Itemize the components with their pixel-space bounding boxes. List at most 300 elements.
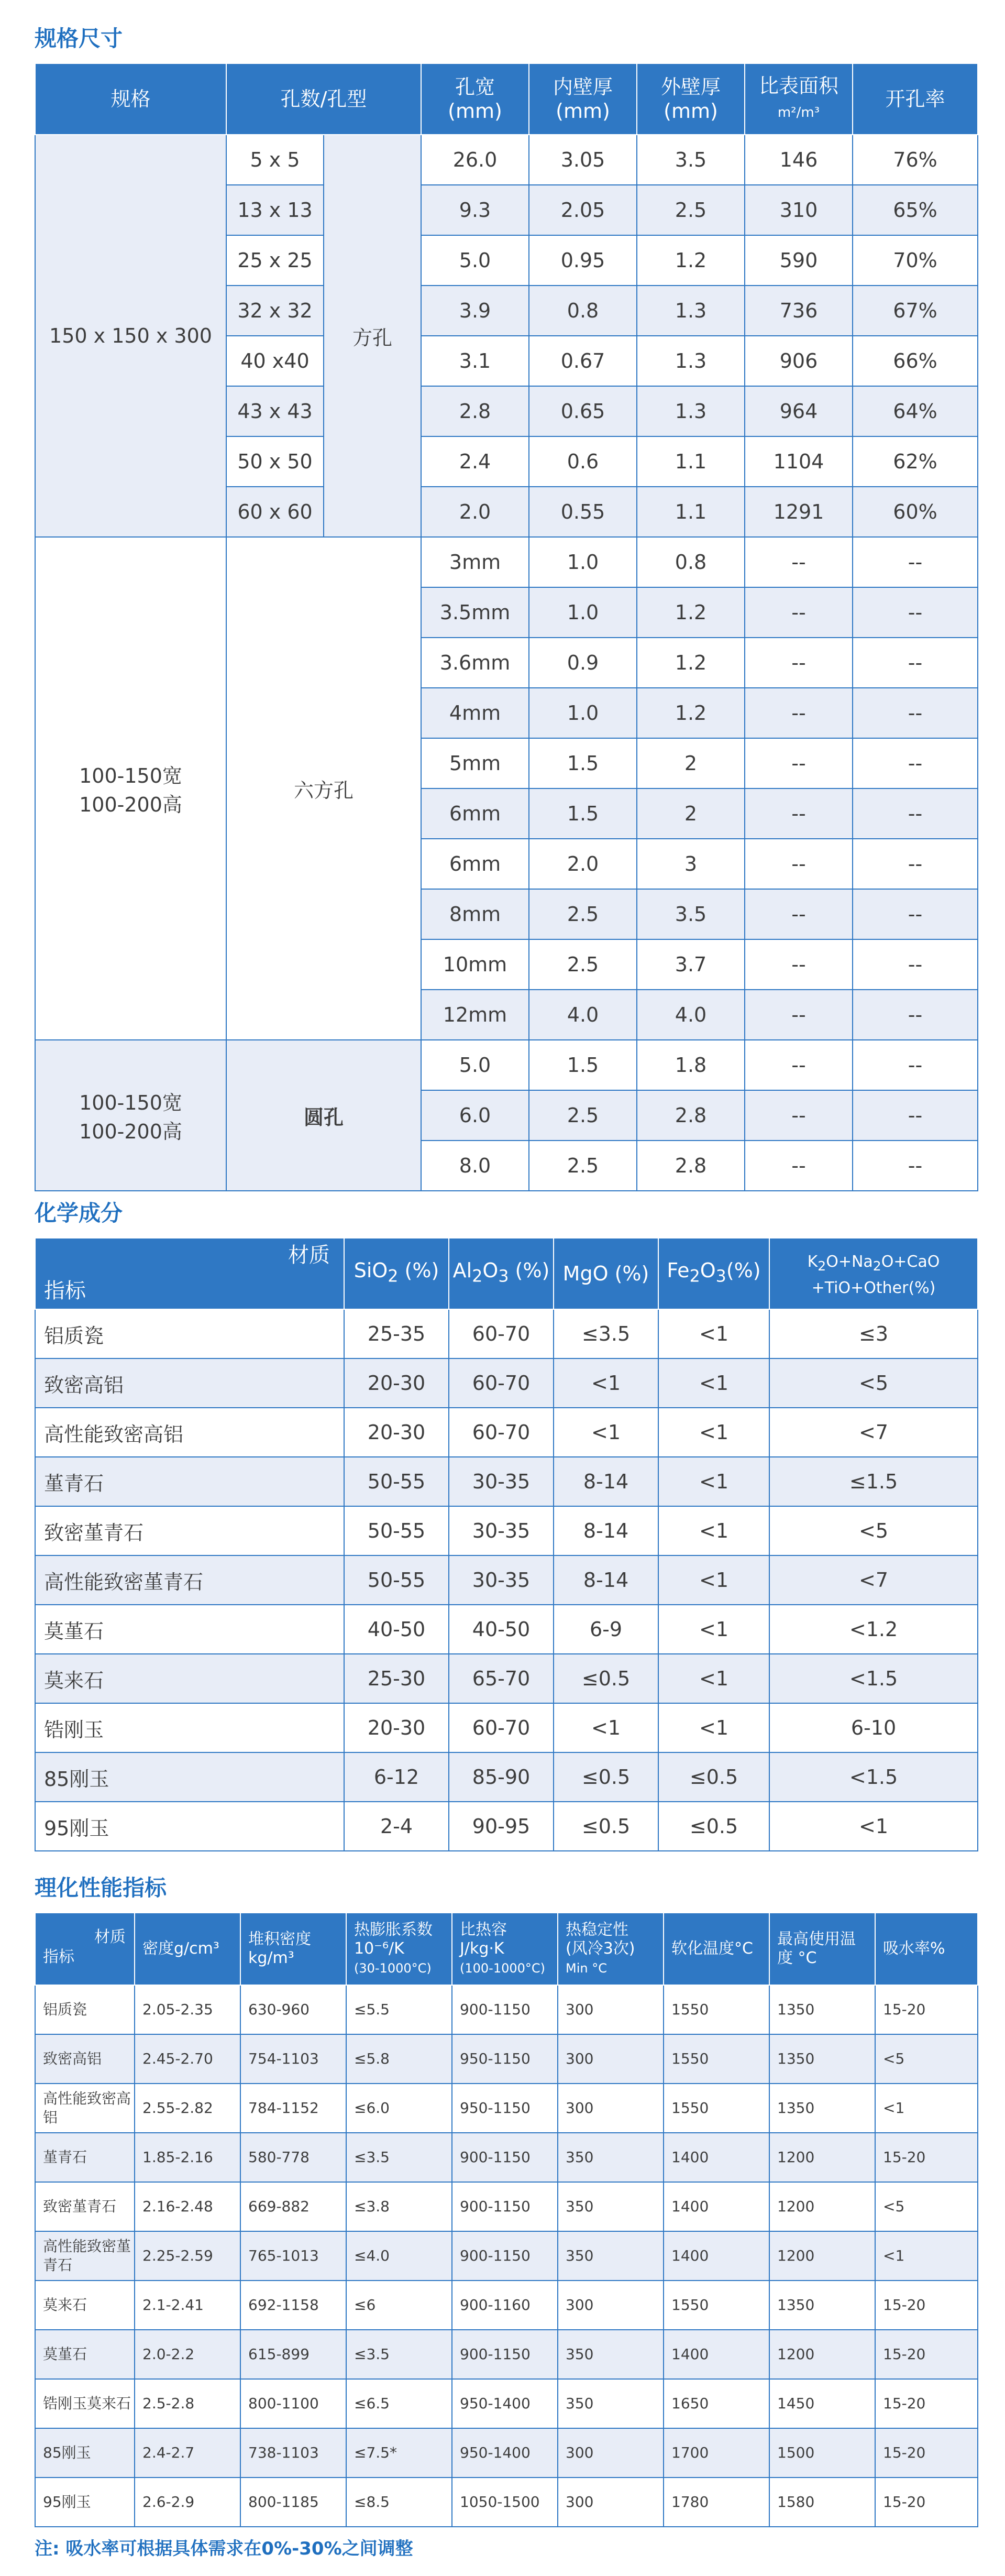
value-cell: 0.95 xyxy=(529,235,637,286)
value-cell: 350 xyxy=(558,2330,664,2379)
table-row xyxy=(35,2084,978,2133)
value-cell: 30-35 xyxy=(449,1457,554,1506)
value-cell: 40-50 xyxy=(449,1605,554,1654)
value-cell: 300 xyxy=(558,2084,664,2133)
spec-table xyxy=(35,63,978,1191)
value-cell: 15-20 xyxy=(875,1985,978,2034)
value-cell: 5.0 xyxy=(421,1040,529,1090)
spec-header-holes: 孔数/孔型 xyxy=(226,63,421,135)
chem-table xyxy=(35,1237,978,1851)
value-cell: <5 xyxy=(875,2182,978,2231)
phys-header-1: 堆积密度 kg/m³ xyxy=(240,1913,346,1985)
value-cell: 300 xyxy=(558,2034,664,2084)
value-cell: <1 xyxy=(658,1605,769,1654)
phys-header-row xyxy=(35,1913,978,1985)
value-cell: 1104 xyxy=(745,436,853,487)
value-cell: ≤0.5 xyxy=(554,1654,658,1703)
value-cell: 0.6 xyxy=(529,436,637,487)
value-cell: <5 xyxy=(769,1506,978,1555)
value-cell: 765-1013 xyxy=(240,2231,346,2281)
value-cell: 2.6-2.9 xyxy=(135,2478,240,2527)
value-cell: 8mm xyxy=(421,889,529,939)
value-cell: 1.5 xyxy=(529,1040,637,1090)
value-cell: 2.45-2.70 xyxy=(135,2034,240,2084)
value-cell: <1 xyxy=(658,1309,769,1358)
value-cell: 784-1152 xyxy=(240,2084,346,2133)
value-cell: ≤7.5* xyxy=(346,2428,452,2478)
value-cell: 300 xyxy=(558,2428,664,2478)
value-cell: -- xyxy=(745,839,853,889)
value-cell: 6.0 xyxy=(421,1090,529,1141)
hole-count-cell: 25 x 25 xyxy=(226,235,324,286)
value-cell: 3mm xyxy=(421,537,529,587)
value-cell: -- xyxy=(745,1040,853,1090)
material-cell: 85刚玉 xyxy=(35,2428,135,2478)
value-cell: 60-70 xyxy=(449,1358,554,1408)
chem-header-corner: 材质 指标 xyxy=(35,1238,344,1309)
material-cell: 95刚玉 xyxy=(35,2478,135,2527)
value-cell: 15-20 xyxy=(875,2281,978,2330)
value-cell: 2-4 xyxy=(344,1802,449,1851)
value-cell: 350 xyxy=(558,2182,664,2231)
value-cell: 64% xyxy=(853,386,978,436)
value-cell: 1780 xyxy=(664,2478,769,2527)
value-cell: 2.4 xyxy=(421,436,529,487)
value-cell: -- xyxy=(853,1090,978,1141)
value-cell: <1 xyxy=(554,1703,658,1752)
value-cell: 15-20 xyxy=(875,2379,978,2428)
value-cell: 1.5 xyxy=(529,738,637,788)
material-cell: 85刚玉 xyxy=(35,1752,344,1802)
value-cell: 4.0 xyxy=(529,990,637,1040)
value-cell: 1.2 xyxy=(637,235,745,286)
value-cell: 6mm xyxy=(421,788,529,839)
value-cell: 1580 xyxy=(769,2478,875,2527)
phys-header-4: 热稳定性 (风冷3次) Min °C xyxy=(558,1913,664,1985)
chem-section-title: 化学成分 xyxy=(35,1200,123,1226)
value-cell: 8-14 xyxy=(554,1555,658,1605)
value-cell: 1.2 xyxy=(637,688,745,738)
spec-header-outer-wall: 外壁厚 (mm) xyxy=(637,63,745,135)
value-cell: 900-1150 xyxy=(452,2231,558,2281)
value-cell: 2.8 xyxy=(637,1141,745,1191)
value-cell: 2.1-2.41 xyxy=(135,2281,240,2330)
value-cell: <1 xyxy=(658,1703,769,1752)
value-cell: -- xyxy=(853,1040,978,1090)
value-cell: -- xyxy=(853,587,978,638)
value-cell: ≤0.5 xyxy=(554,1802,658,1851)
value-cell: 3 xyxy=(637,839,745,889)
value-cell: 300 xyxy=(558,1985,664,2034)
value-cell: 2.25-2.59 xyxy=(135,2231,240,2281)
value-cell: 1200 xyxy=(769,2182,875,2231)
value-cell: 738-1103 xyxy=(240,2428,346,2478)
value-cell: 50-55 xyxy=(344,1506,449,1555)
spec-header-hole-width: 孔宽 (mm) xyxy=(421,63,529,135)
material-cell: 锆刚玉莫来石 xyxy=(35,2379,135,2428)
value-cell: 1550 xyxy=(664,2084,769,2133)
value-cell: 70% xyxy=(853,235,978,286)
value-cell: 85-90 xyxy=(449,1752,554,1802)
table-row xyxy=(35,537,978,587)
value-cell: ≤6 xyxy=(346,2281,452,2330)
value-cell: 1.3 xyxy=(637,286,745,336)
value-cell: 62% xyxy=(853,436,978,487)
table-row xyxy=(35,1752,978,1802)
material-cell: 铝质瓷 xyxy=(35,1309,344,1358)
spec-header-spec: 规格 xyxy=(35,63,226,135)
value-cell: 800-1185 xyxy=(240,2478,346,2527)
value-cell: 3.5 xyxy=(637,889,745,939)
hole-count-cell: 13 x 13 xyxy=(226,185,324,235)
value-cell: 310 xyxy=(745,185,853,235)
value-cell: ≤6.0 xyxy=(346,2084,452,2133)
material-cell: 95刚玉 xyxy=(35,1802,344,1851)
value-cell: ≤0.5 xyxy=(658,1802,769,1851)
value-cell: 0.65 xyxy=(529,386,637,436)
value-cell: 1400 xyxy=(664,2330,769,2379)
chem-header-sio2: SiO$_2$ (%) xyxy=(344,1238,449,1309)
value-cell: <5 xyxy=(769,1358,978,1408)
value-cell: 6mm xyxy=(421,839,529,889)
phys-table xyxy=(35,1912,978,2527)
value-cell: 146 xyxy=(745,135,853,185)
value-cell: <1 xyxy=(658,1555,769,1605)
value-cell: 900-1150 xyxy=(452,2330,558,2379)
chem-header-al2o3: $Al_2O_3$ (%) xyxy=(449,1238,554,1309)
spec-header-surface-area: 比表面积 m²/m³ xyxy=(745,63,853,135)
value-cell: -- xyxy=(853,889,978,939)
value-cell: 1450 xyxy=(769,2379,875,2428)
value-cell: <1.5 xyxy=(769,1752,978,1802)
value-cell: 2.5-2.8 xyxy=(135,2379,240,2428)
spec-group-cell: 100-150宽 100-200高 xyxy=(35,537,226,1040)
value-cell: 2.5 xyxy=(529,1090,637,1141)
value-cell: 20-30 xyxy=(344,1408,449,1457)
value-cell: 0.55 xyxy=(529,487,637,537)
value-cell: 2 xyxy=(637,738,745,788)
value-cell: -- xyxy=(745,939,853,990)
material-cell: 致密高铝 xyxy=(35,1358,344,1408)
table-row xyxy=(35,1457,978,1506)
value-cell: 300 xyxy=(558,2281,664,2330)
value-cell: 350 xyxy=(558,2379,664,2428)
value-cell: 1.1 xyxy=(637,436,745,487)
value-cell: 2 xyxy=(637,788,745,839)
value-cell: 2.4-2.7 xyxy=(135,2428,240,2478)
material-cell: 铝质瓷 xyxy=(35,1985,135,2034)
spec-section-title: 规格尺寸 xyxy=(35,26,123,51)
value-cell: ≤0.5 xyxy=(658,1752,769,1802)
table-row xyxy=(35,1703,978,1752)
table-row xyxy=(35,1985,978,2034)
value-cell: 1.2 xyxy=(637,638,745,688)
value-cell: ≤3.5 xyxy=(346,2133,452,2182)
value-cell: 1500 xyxy=(769,2428,875,2478)
value-cell: ≤4.0 xyxy=(346,2231,452,2281)
table-row xyxy=(35,2182,978,2231)
value-cell: 900-1150 xyxy=(452,2133,558,2182)
value-cell: -- xyxy=(745,587,853,638)
value-cell: 15-20 xyxy=(875,2330,978,2379)
value-cell: 2.5 xyxy=(529,1141,637,1191)
phys-header-2: 热膨胀系数 10⁻⁶/K (30-1000°C) xyxy=(346,1913,452,1985)
value-cell: -- xyxy=(745,1141,853,1191)
table-row xyxy=(35,1506,978,1555)
value-cell: 50-55 xyxy=(344,1457,449,1506)
value-cell: 1.3 xyxy=(637,386,745,436)
spec-group-cell: 100-150宽 100-200高 xyxy=(35,1040,226,1191)
table-row xyxy=(35,2330,978,2379)
value-cell: <1.5 xyxy=(769,1654,978,1703)
value-cell: -- xyxy=(853,788,978,839)
value-cell: 15-20 xyxy=(875,2133,978,2182)
value-cell: 15-20 xyxy=(875,2428,978,2478)
value-cell: <7 xyxy=(769,1408,978,1457)
table-row xyxy=(35,2231,978,2281)
value-cell: 4.0 xyxy=(637,990,745,1040)
material-cell: 高性能致密堇青石 xyxy=(35,1555,344,1605)
value-cell: 1200 xyxy=(769,2330,875,2379)
value-cell: 669-882 xyxy=(240,2182,346,2231)
material-cell: 锆刚玉 xyxy=(35,1703,344,1752)
hole-type-cell: 方孔 xyxy=(324,135,421,537)
value-cell: 60-70 xyxy=(449,1408,554,1457)
value-cell: 800-1100 xyxy=(240,2379,346,2428)
value-cell: 2.0 xyxy=(421,487,529,537)
value-cell: 6-12 xyxy=(344,1752,449,1802)
value-cell: 6-10 xyxy=(769,1703,978,1752)
value-cell: 20-30 xyxy=(344,1358,449,1408)
phys-header-7: 吸水率% xyxy=(875,1913,978,1985)
value-cell: <1 xyxy=(769,1802,978,1851)
value-cell: <1 xyxy=(658,1457,769,1506)
value-cell: 1200 xyxy=(769,2133,875,2182)
value-cell: ≤3.8 xyxy=(346,2182,452,2231)
value-cell: <1 xyxy=(554,1408,658,1457)
value-cell: 1350 xyxy=(769,2034,875,2084)
value-cell: 2.05 xyxy=(529,185,637,235)
value-cell: 2.05-2.35 xyxy=(135,1985,240,2034)
value-cell: <1 xyxy=(875,2231,978,2281)
value-cell: 9.3 xyxy=(421,185,529,235)
value-cell: 1350 xyxy=(769,1985,875,2034)
value-cell: 0.8 xyxy=(637,537,745,587)
value-cell: -- xyxy=(745,738,853,788)
value-cell: 26.0 xyxy=(421,135,529,185)
table-row xyxy=(35,2428,978,2478)
material-cell: 高性能致密堇青石 xyxy=(35,2231,135,2281)
value-cell: 2.8 xyxy=(637,1090,745,1141)
value-cell: 590 xyxy=(745,235,853,286)
value-cell: 2.0 xyxy=(529,839,637,889)
table-row xyxy=(35,1358,978,1408)
value-cell: 1350 xyxy=(769,2281,875,2330)
value-cell: 615-899 xyxy=(240,2330,346,2379)
value-cell: -- xyxy=(745,990,853,1040)
value-cell: 1.5 xyxy=(529,788,637,839)
value-cell: 5mm xyxy=(421,738,529,788)
material-cell: 致密堇青石 xyxy=(35,1506,344,1555)
value-cell: <1 xyxy=(658,1408,769,1457)
table-row xyxy=(35,1802,978,1851)
spec-header-row xyxy=(35,63,978,135)
value-cell: 1550 xyxy=(664,1985,769,2034)
value-cell: ≤3.5 xyxy=(554,1309,658,1358)
value-cell: 10mm xyxy=(421,939,529,990)
table-row xyxy=(35,1555,978,1605)
table-row xyxy=(35,1309,978,1358)
value-cell: 2.5 xyxy=(637,185,745,235)
value-cell: ≤1.5 xyxy=(769,1457,978,1506)
value-cell: 8-14 xyxy=(554,1506,658,1555)
value-cell: -- xyxy=(853,939,978,990)
chem-header-mgo: MgO (%) xyxy=(554,1238,658,1309)
table-row xyxy=(35,1605,978,1654)
value-cell: 1350 xyxy=(769,2084,875,2133)
value-cell: 300 xyxy=(558,2478,664,2527)
table-row xyxy=(35,2478,978,2527)
value-cell: 3.7 xyxy=(637,939,745,990)
value-cell: 900-1160 xyxy=(452,2281,558,2330)
value-cell: 0.8 xyxy=(529,286,637,336)
value-cell: 3.05 xyxy=(529,135,637,185)
value-cell: 580-778 xyxy=(240,2133,346,2182)
value-cell: ≤8.5 xyxy=(346,2478,452,2527)
value-cell: 900-1150 xyxy=(452,2182,558,2231)
value-cell: 65% xyxy=(853,185,978,235)
value-cell: 25-30 xyxy=(344,1654,449,1703)
value-cell: 3.5mm xyxy=(421,587,529,638)
value-cell: 964 xyxy=(745,386,853,436)
material-cell: 高性能致密高铝 xyxy=(35,1408,344,1457)
value-cell: 60-70 xyxy=(449,1309,554,1358)
value-cell: 60% xyxy=(853,487,978,537)
value-cell: 2.55-2.82 xyxy=(135,2084,240,2133)
value-cell: 950-1400 xyxy=(452,2379,558,2428)
value-cell: 1200 xyxy=(769,2231,875,2281)
table-row xyxy=(35,1040,978,1090)
chem-header-row xyxy=(35,1238,978,1309)
value-cell: 20-30 xyxy=(344,1703,449,1752)
value-cell: ≤5.8 xyxy=(346,2034,452,2084)
table-row xyxy=(35,2034,978,2084)
value-cell: 1.8 xyxy=(637,1040,745,1090)
value-cell: 25-35 xyxy=(344,1309,449,1358)
value-cell: 66% xyxy=(853,336,978,386)
table-row xyxy=(35,135,978,185)
value-cell: 0.67 xyxy=(529,336,637,386)
value-cell: 3.1 xyxy=(421,336,529,386)
material-cell: 堇青石 xyxy=(35,1457,344,1506)
value-cell: 65-70 xyxy=(449,1654,554,1703)
value-cell: -- xyxy=(853,638,978,688)
material-cell: 致密高铝 xyxy=(35,2034,135,2084)
value-cell: 736 xyxy=(745,286,853,336)
value-cell: 1550 xyxy=(664,2281,769,2330)
value-cell: 1.0 xyxy=(529,688,637,738)
value-cell: 900-1150 xyxy=(452,1985,558,2034)
table-row xyxy=(35,1408,978,1457)
value-cell: 8-14 xyxy=(554,1457,658,1506)
value-cell: 30-35 xyxy=(449,1506,554,1555)
table-row xyxy=(35,2133,978,2182)
value-cell: 1.85-2.16 xyxy=(135,2133,240,2182)
value-cell: -- xyxy=(745,537,853,587)
value-cell: <1 xyxy=(658,1358,769,1408)
value-cell: 1400 xyxy=(664,2133,769,2182)
phys-header-6: 最高使用温 度 °C xyxy=(769,1913,875,1985)
value-cell: <1 xyxy=(554,1358,658,1408)
value-cell: ≤0.5 xyxy=(554,1752,658,1802)
value-cell: 4mm xyxy=(421,688,529,738)
value-cell: 15-20 xyxy=(875,2478,978,2527)
material-cell: 莫堇石 xyxy=(35,2330,135,2379)
value-cell: 6-9 xyxy=(554,1605,658,1654)
value-cell: 3.9 xyxy=(421,286,529,336)
value-cell: 1550 xyxy=(664,2034,769,2084)
value-cell: 2.0-2.2 xyxy=(135,2330,240,2379)
footnote: 注: 吸水率可根据具体需求在0%-30%之间调整 xyxy=(35,2538,413,2559)
value-cell: ≤5.5 xyxy=(346,1985,452,2034)
value-cell: 350 xyxy=(558,2231,664,2281)
hole-count-cell: 5 x 5 xyxy=(226,135,324,185)
value-cell: -- xyxy=(745,688,853,738)
value-cell: <1 xyxy=(658,1654,769,1703)
value-cell: 1.1 xyxy=(637,487,745,537)
value-cell: 3.5 xyxy=(637,135,745,185)
value-cell: ≤3 xyxy=(769,1309,978,1358)
spec-header-inner-wall: 内壁厚 (mm) xyxy=(529,63,637,135)
phys-header-3: 比热容 J/kg·K (100-1000°C) xyxy=(452,1913,558,1985)
value-cell: -- xyxy=(745,889,853,939)
value-cell: <1 xyxy=(875,2084,978,2133)
value-cell: 1291 xyxy=(745,487,853,537)
value-cell: 40-50 xyxy=(344,1605,449,1654)
value-cell: -- xyxy=(853,688,978,738)
value-cell: -- xyxy=(745,788,853,839)
chem-header-oxides: $K_2O+Na_2O+CaO$ +TiO+Other(%) xyxy=(769,1238,978,1309)
value-cell: 950-1150 xyxy=(452,2084,558,2133)
material-cell: 堇青石 xyxy=(35,2133,135,2182)
value-cell: 1050-1500 xyxy=(452,2478,558,2527)
value-cell: <1 xyxy=(658,1506,769,1555)
value-cell: -- xyxy=(853,839,978,889)
value-cell: 754-1103 xyxy=(240,2034,346,2084)
value-cell: <1.2 xyxy=(769,1605,978,1654)
table-row xyxy=(35,2281,978,2330)
value-cell: 1.0 xyxy=(529,537,637,587)
material-cell: 莫来石 xyxy=(35,1654,344,1703)
phys-header-corner: 材质 指标 xyxy=(35,1913,135,1985)
phys-header-5: 软化温度°C xyxy=(664,1913,769,1985)
value-cell: 5.0 xyxy=(421,235,529,286)
phys-section-title: 理化性能指标 xyxy=(35,1875,167,1901)
value-cell: 2.16-2.48 xyxy=(135,2182,240,2231)
value-cell: -- xyxy=(853,738,978,788)
material-cell: 莫来石 xyxy=(35,2281,135,2330)
chem-header-fe2o3: $Fe_2O_3(\%)$ xyxy=(658,1238,769,1309)
value-cell: 3.6mm xyxy=(421,638,529,688)
table-row xyxy=(35,2379,978,2428)
value-cell: 350 xyxy=(558,2133,664,2182)
value-cell: 1650 xyxy=(664,2379,769,2428)
value-cell: -- xyxy=(745,1090,853,1141)
hole-type-cell: 圆孔 xyxy=(226,1040,421,1191)
value-cell: <7 xyxy=(769,1555,978,1605)
spec-group-cell: 150 x 150 x 300 xyxy=(35,135,226,537)
table-row xyxy=(35,1654,978,1703)
